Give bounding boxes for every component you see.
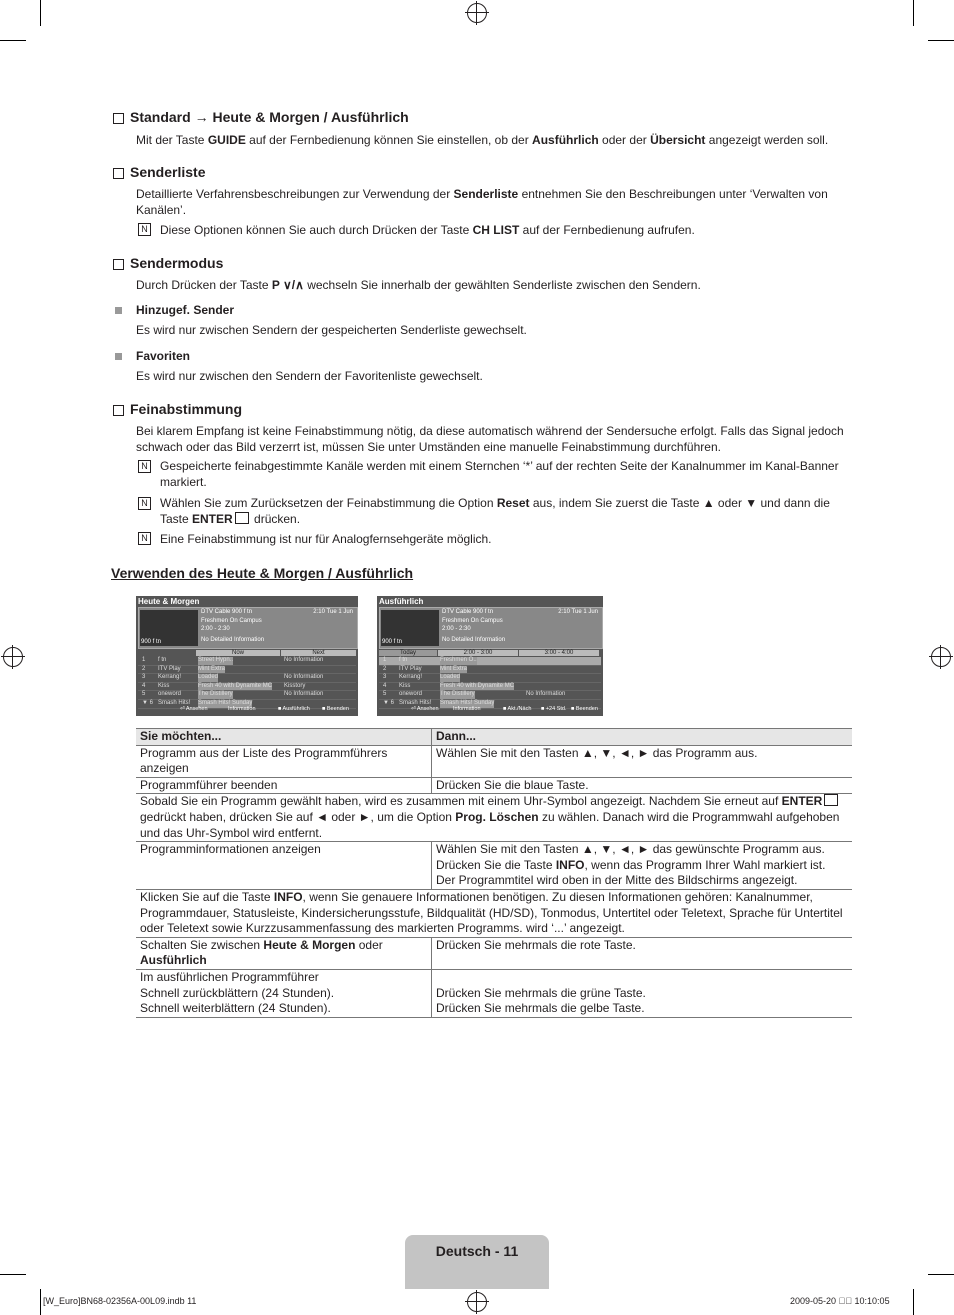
date-slug: 2009-05-20 ￿￿ 10:10:05: [790, 1296, 890, 1306]
footer-hint: Information: [453, 706, 481, 712]
cell-b: No Information: [526, 691, 566, 698]
table-header: Sie möchten...: [136, 729, 432, 746]
footer-hint: ⏎ Ansehen: [411, 706, 439, 712]
checkbox-bullet-icon: [113, 405, 124, 416]
table-row: Sobald Sie ein Programm gewählt haben, wird es zusammen mit einem Uhr-Symbol angezeigt. Nachdem Sie erneut auf ENTER gedrückt haben, drücken Sie auf ◄ oder ►, um die Option Prog. Löschen zu wählen. Danach wird die Programmwahl aufgehoben und das Uhr-Symbol wird entfernt.: [136, 794, 852, 842]
cell-n: 2: [142, 665, 146, 672]
cell-a: Fresh 40 with Dynamite MC: [440, 682, 515, 689]
channel-label: DTV Cable 900 f tn: [201, 609, 253, 615]
cell-a: Smash Hits! Sunday: [440, 699, 495, 706]
cell-a: Loaded: [440, 674, 461, 681]
paragraph: Durch Drücken der Taste P ∨/∧ wechseln Sie innerhalb der gewählten Senderliste zwischen den Sendern.: [136, 278, 701, 292]
crop-mark: [928, 1274, 954, 1275]
registration-mark-icon: [931, 647, 951, 667]
cell-n: 3: [142, 674, 146, 681]
cell-ch: Kiss: [158, 682, 170, 689]
cell-ch: ITV Play: [158, 665, 181, 672]
cell-a: Mint Extra: [440, 665, 468, 672]
screen-title: Heute & Morgen: [138, 597, 200, 606]
crop-mark: [928, 40, 954, 41]
checkbox-bullet-icon: [113, 113, 124, 124]
channel-row[interactable]: [138, 666, 356, 675]
col-header-slot1: 2:00 - 3:00: [438, 650, 518, 656]
col-header-today: Today: [379, 650, 437, 656]
no-info: No Detailed Information: [442, 637, 506, 643]
channel-label: DTV Cable 900 f tn: [442, 609, 494, 615]
channel-row[interactable]: [379, 691, 601, 700]
table-row: Klicken Sie auf die Taste INFO, wenn Sie genauere Informationen benötigen. Zu diesen Informationen gehören: Kanalnummer, Programmdauer, Statusleiste, Kindersicherungsstufe, Bildqualität (HD/SD), Tonmodus, Untertitel oder Teletext, Sprache für Untertitel oder Teletext sowie Kurzzusammenfassung des markierten Programms. wird ‘...’ angezeigt.: [136, 889, 852, 937]
crop-mark: [913, 1289, 914, 1315]
note-icon: N: [138, 532, 151, 545]
footer-hint: ■ Ausführlich: [278, 706, 310, 712]
table-row: Programmführer beenden Drücken Sie die blaue Taste.: [136, 777, 852, 794]
page-number-badge: Deutsch - 11: [405, 1235, 549, 1289]
screen-footer: [138, 705, 356, 714]
cell-a: Freshmen O..: [440, 657, 477, 663]
section-title: Verwenden des Heute & Morgen / Ausführlich: [111, 565, 414, 581]
channel-row[interactable]: [138, 683, 356, 692]
cell-ch: f tn: [399, 657, 408, 663]
channel-row[interactable]: [379, 683, 601, 692]
cell-n: 5: [383, 691, 387, 698]
section-heading: Sendermodus: [113, 255, 223, 271]
square-bullet-icon: [115, 353, 122, 360]
table-row: Programminformationen anzeigen Wählen Sie mit den Tasten ▲, ▼, ◄, ► das gewünschte Programm aus. Drücken Sie die Taste INFO, wenn das Programm Ihrer Wahl markiert ist. Der Programmtitel wird oben in der Mitte des Bildschirms angezeigt.: [136, 842, 852, 890]
note-text: Diese Optionen können Sie auch durch Drücken der Taste CH LIST auf der Fernbedienung aufrufen.: [160, 223, 695, 237]
cell-a: Smash Hits! Sunday: [198, 699, 253, 706]
paragraph: Bei klarem Empfang ist keine Feinabstimmung nötig, da diese automatisch während der Sendersuche erfolgt. Falls das Signal jedoch schwach oder das Bild verzerrt ist, müssen Sie unter Umständen eine manuelle Feinabstimmung durchführen.: [136, 424, 844, 454]
cell-n: 3: [383, 674, 387, 681]
cell-n: 1: [383, 657, 387, 663]
program-name: Freshmen On Campus: [442, 618, 503, 624]
crop-mark: [913, 0, 914, 26]
crop-mark: [0, 1274, 26, 1275]
info-panel: [138, 607, 358, 649]
table-row: Im ausführlichen Programmführer Schnell zurückblättern (24 Stunden). Schnell weiterblättern (24 Stunden). Drücken Sie mehrmals die grüne Taste. Drücken Sie mehrmals die gelbe Taste.: [136, 969, 852, 1017]
cell-a: Street Hypn..: [198, 657, 234, 663]
cell-a: Mint Extra: [198, 665, 226, 672]
action-table: [136, 728, 852, 1018]
channel-row[interactable]: [138, 674, 356, 683]
time-label: 2:10 Tue 1 Jun: [313, 609, 353, 615]
cell-ch: oneword: [158, 691, 182, 698]
cell-b: No Information: [284, 657, 324, 663]
info-panel: [379, 607, 603, 649]
crop-mark: [40, 0, 41, 26]
file-slug: [W_Euro]BN68-02356A-00L09.indb 11: [43, 1296, 197, 1306]
cell-b: No Information: [284, 691, 324, 698]
section-heading: Standard → Heute & Morgen / Ausführlich: [113, 109, 409, 125]
screen-footer: [379, 705, 601, 714]
paragraph: Detaillierte Verfahrensbeschreibungen zur Verwendung der Senderliste entnehmen Sie den Beschreibungen unter ‘Verwalten von Kanälen’.: [136, 187, 828, 217]
cell-a: The Distillery: [198, 691, 233, 698]
cell-ch: oneword: [399, 691, 423, 698]
section-heading: Feinabstimmung: [113, 401, 242, 417]
cell-b: No Information: [284, 674, 324, 681]
cell-ch: f tn: [158, 657, 167, 663]
cell-n: ▼ 6: [383, 699, 394, 706]
note-icon: N: [138, 460, 151, 473]
tv-screen-ausfuehrlich: [377, 596, 603, 716]
registration-mark-icon: [467, 1292, 487, 1312]
channel-list: [138, 657, 356, 709]
time-label: 2:10 Tue 1 Jun: [558, 609, 598, 615]
channel-row[interactable]: [379, 674, 601, 683]
note-icon: N: [138, 497, 151, 510]
crop-mark: [40, 1289, 41, 1315]
channel-row[interactable]: [379, 657, 601, 666]
cell-ch: Kiss: [399, 682, 411, 689]
cell-b: Kisstory: [284, 682, 306, 689]
cell-ch: Kerrang!: [399, 674, 423, 681]
registration-mark-icon: [467, 3, 487, 23]
channel-row[interactable]: [379, 666, 601, 675]
note-text: Wählen Sie zum Zurücksetzen der Feinabstimmung die Option Reset aus, indem Sie zuerst die Taste ▲ oder ▼ und dann die Taste ENTER drücken.: [160, 496, 830, 526]
channel-list: [379, 657, 601, 709]
square-bullet-icon: [115, 307, 122, 314]
cell-ch: Smash Hits!: [158, 699, 191, 706]
section-heading: Senderliste: [113, 164, 205, 180]
cell-a: Fresh 40 with Dynamite MC: [198, 682, 273, 689]
registration-mark-icon: [3, 647, 23, 667]
checkbox-bullet-icon: [113, 168, 124, 179]
cell-n: ▼ 6: [142, 699, 153, 706]
cell-ch: Kerrang!: [158, 674, 182, 681]
footer-hint: ■ Beenden: [322, 706, 349, 712]
program-time: 2:00 - 2:30: [442, 626, 471, 632]
table-row: Schalten Sie zwischen Heute & Morgen oder Ausführlich Drücken Sie mehrmals die rote Taste.: [136, 937, 852, 969]
screen-title: Ausführlich: [379, 597, 424, 606]
paragraph: Es wird nur zwischen Sendern der gespeicherten Senderliste gewechselt.: [136, 323, 527, 337]
thumbnail: 900 f tn: [381, 610, 439, 646]
sub-heading: Hinzugef. Sender: [136, 303, 235, 317]
paragraph: Es wird nur zwischen den Sendern der Favoritenliste gewechselt.: [136, 369, 483, 383]
table-row: Programm aus der Liste des Programmführers anzeigen Wählen Sie mit den Tasten ▲, ▼, ◄, ► das Programm aus.: [136, 745, 852, 777]
note-icon: N: [138, 223, 151, 236]
footer-hint: ■ Akt./Näch: [503, 706, 532, 712]
cell-n: 4: [142, 682, 146, 689]
program-name: Freshmen On Campus: [201, 618, 262, 624]
cell-ch: Smash Hits!: [399, 699, 432, 706]
cell-n: 5: [142, 691, 146, 698]
crop-mark: [0, 40, 26, 41]
footer-hint: ■ Beenden: [571, 706, 598, 712]
note-text: Eine Feinabstimmung ist nur für Analogfernsehgeräte möglich.: [160, 532, 492, 546]
col-header-slot2: 3:00 - 4:00: [519, 650, 599, 656]
cell-a: The Distillery: [440, 691, 475, 698]
footer-hint: ■ +24 Std.: [541, 706, 567, 712]
footer-hint: ⏎ Ansehen: [180, 706, 208, 712]
table-header: Dann...: [432, 729, 853, 746]
enter-key-icon: [824, 794, 838, 806]
cell-n: 2: [383, 665, 387, 672]
footer-hint: Information: [228, 706, 256, 712]
cell-ch: ITV Play: [399, 665, 422, 672]
checkbox-bullet-icon: [113, 259, 124, 270]
cell-n: 1: [142, 657, 146, 663]
paragraph: Mit der Taste GUIDE auf der Fernbedienung können Sie einstellen, ob der Ausführlich oder der Übersicht angezeigt werden soll.: [136, 133, 829, 147]
note-text: Gespeicherte feinabgestimmte Kanäle werden mit einem Sternchen ‘*’ auf der rechten Seite der Kanalnummer im Kanal-Banner markiert.: [160, 459, 839, 489]
channel-row[interactable]: [138, 657, 356, 666]
tv-screen-heute-morgen: [136, 596, 358, 716]
channel-row[interactable]: [138, 691, 356, 700]
col-header-now: Now: [196, 650, 280, 656]
cell-a: Loaded: [198, 674, 219, 681]
enter-key-icon: [235, 512, 249, 524]
col-header-next: Next: [281, 650, 356, 656]
cell-n: 4: [383, 682, 387, 689]
no-info: No Detailed Information: [201, 637, 265, 643]
thumbnail: 900 f tn: [140, 610, 198, 646]
program-time: 2:00 - 2:30: [201, 626, 230, 632]
sub-heading: Favoriten: [136, 349, 191, 363]
